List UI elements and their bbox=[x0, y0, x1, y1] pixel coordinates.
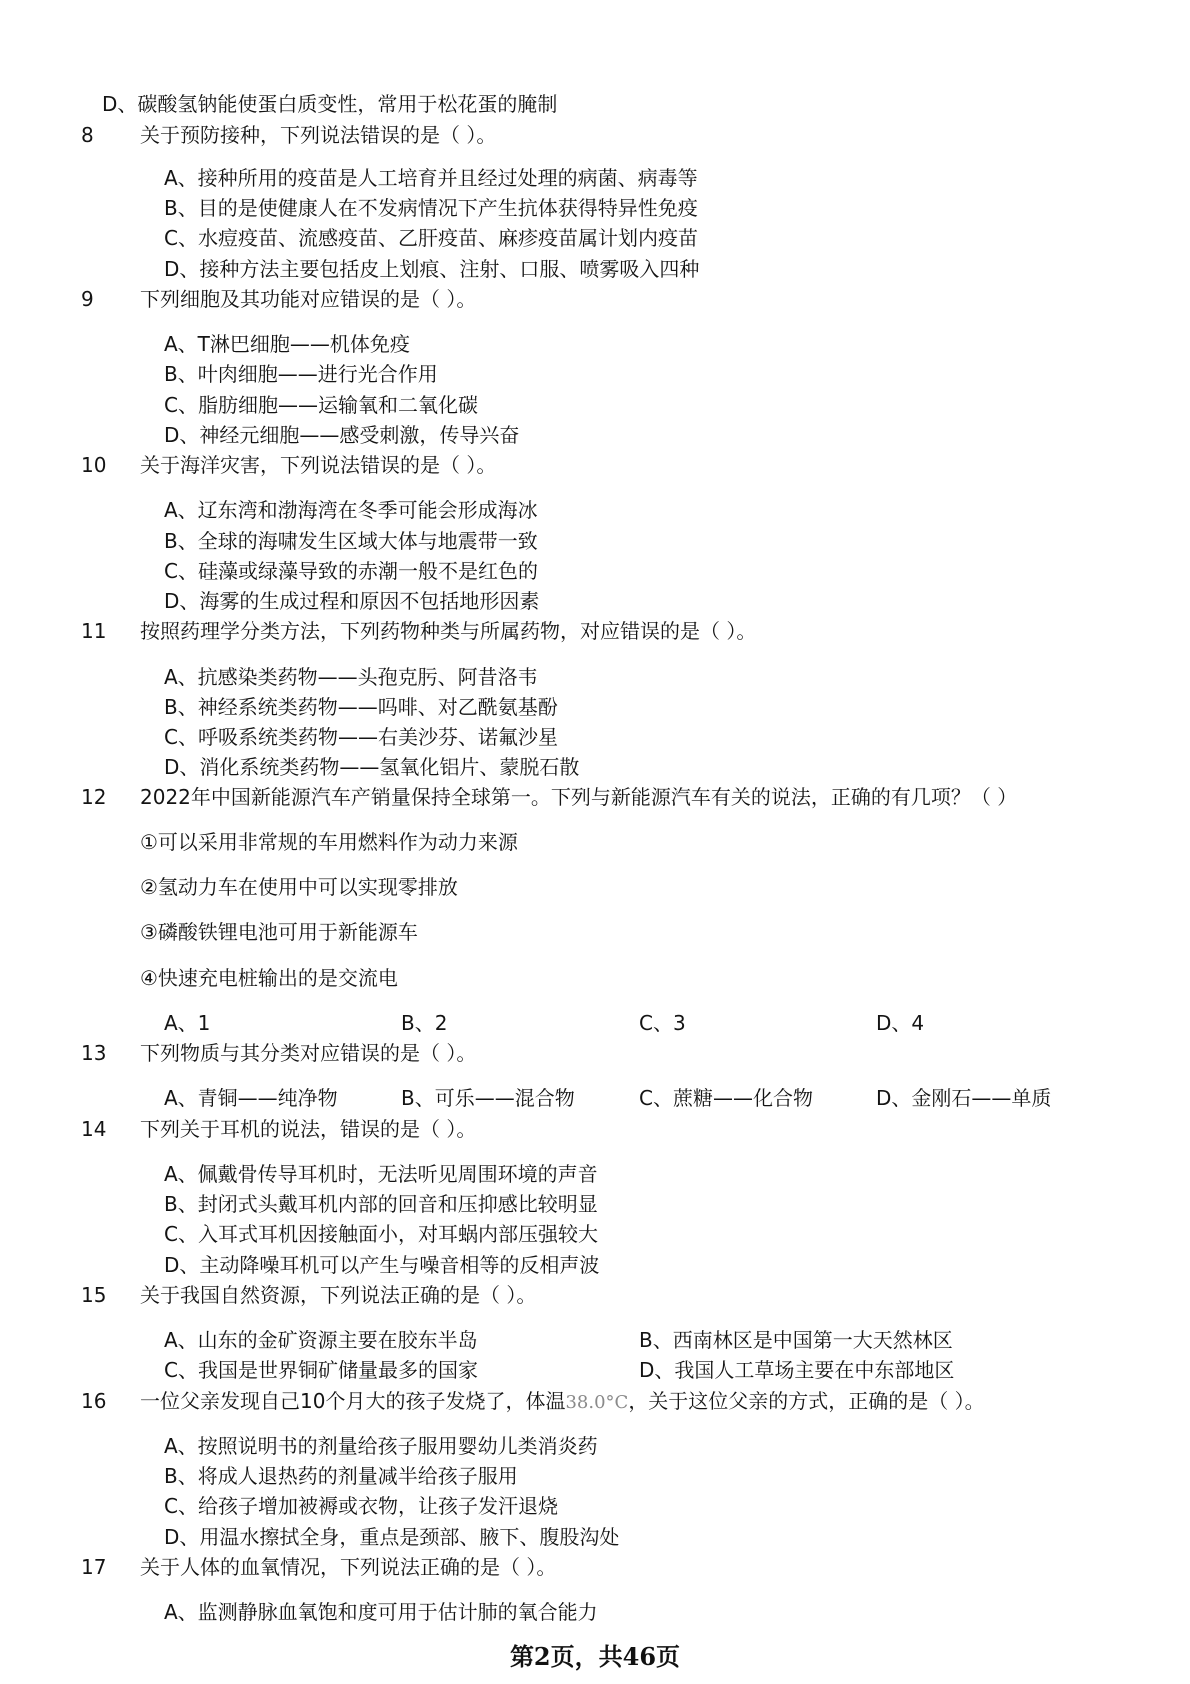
question-number: 11 bbox=[81, 619, 107, 643]
question-text: 关于我国自然资源，下列说法正确的是（ ）。 bbox=[140, 1283, 537, 1307]
question-number: 10 bbox=[81, 453, 107, 477]
question-number: 13 bbox=[81, 1041, 107, 1065]
option-d: D、接种方法主要包括皮上划痕、注射、口服、喷雾吸入四种 bbox=[164, 257, 700, 281]
option-d: D、用温水擦拭全身，重点是颈部、腋下、腹股沟处 bbox=[164, 1525, 620, 1549]
option-b: B、全球的海啸发生区域大体与地震带一致 bbox=[164, 529, 538, 553]
question-text: 按照药理学分类方法，下列药物种类与所属药物，对应错误的是（ ）。 bbox=[140, 619, 757, 643]
option-d: D、我国人工草场主要在中东部地区 bbox=[639, 1358, 955, 1382]
option-d: D、神经元细胞——感受刺激，传导兴奋 bbox=[164, 423, 520, 447]
question-number: 9 bbox=[81, 287, 94, 311]
question-text: 下列细胞及其功能对应错误的是（ ）。 bbox=[140, 287, 477, 311]
question-text: 下列关于耳机的说法，错误的是（ ）。 bbox=[140, 1117, 477, 1141]
option-a: A、佩戴骨传导耳机时，无法听见周围环境的声音 bbox=[164, 1162, 598, 1186]
option-c: C、蔗糖——化合物 bbox=[639, 1086, 813, 1110]
carryover-option: D、碳酸氢钠能使蛋白质变性，常用于松花蛋的腌制 bbox=[102, 92, 558, 116]
question-number: 12 bbox=[81, 785, 107, 809]
question-text: 关于海洋灾害，下列说法错误的是（ ）。 bbox=[140, 453, 497, 477]
option-a: A、山东的金矿资源主要在胶东半岛 bbox=[164, 1328, 478, 1352]
question-number: 16 bbox=[81, 1389, 107, 1413]
option-a: A、T淋巴细胞——机体免疫 bbox=[164, 332, 410, 356]
option-b: B、叶肉细胞——进行光合作用 bbox=[164, 362, 438, 386]
option-c: C、呼吸系统类药物——右美沙芬、诺氟沙星 bbox=[164, 725, 558, 749]
question-text: 2022年中国新能源汽车产销量保持全球第一。下列与新能源汽车有关的说法，正确的有几项？（ ） bbox=[140, 785, 1018, 809]
option-b: B、西南林区是中国第一大天然林区 bbox=[639, 1328, 953, 1352]
question-text-after: ，关于这位父亲的方式，正确的是（ ）。 bbox=[628, 1389, 985, 1413]
option-d: D、海雾的生成过程和原因不包括地形因素 bbox=[164, 589, 540, 613]
option-b: B、封闭式头戴耳机内部的回音和压抑感比较明显 bbox=[164, 1192, 598, 1216]
statement-1: ①可以采用非常规的车用燃料作为动力来源 bbox=[140, 830, 518, 854]
option-a: A、接种所用的疫苗是人工培育并且经过处理的病菌、病毒等 bbox=[164, 166, 698, 190]
option-a: A、监测静脉血氧饱和度可用于估计肺的氧合能力 bbox=[164, 1600, 598, 1624]
option-b: B、可乐——混合物 bbox=[401, 1086, 575, 1110]
question-text: 关于人体的血氧情况，下列说法正确的是（ ）。 bbox=[140, 1555, 557, 1579]
page-footer: 第2页，共46页 bbox=[509, 1642, 681, 1671]
option-b: B、神经系统类药物——吗啡、对乙酰氨基酚 bbox=[164, 695, 558, 719]
option-c: C、水痘疫苗、流感疫苗、乙肝疫苗、麻疹疫苗属计划内疫苗 bbox=[164, 226, 698, 250]
option-c: C、3 bbox=[639, 1011, 686, 1035]
temperature-value: 38.0°C bbox=[565, 1392, 629, 1413]
statement-3: ③磷酸铁锂电池可用于新能源车 bbox=[140, 920, 418, 944]
option-d: D、主动降噪耳机可以产生与噪音相等的反相声波 bbox=[164, 1253, 600, 1277]
option-a: A、青铜——纯净物 bbox=[164, 1086, 338, 1110]
option-d: D、金刚石——单质 bbox=[876, 1086, 1052, 1110]
question-number: 14 bbox=[81, 1117, 107, 1141]
option-a: A、抗感染类药物——头孢克肟、阿昔洛韦 bbox=[164, 665, 538, 689]
option-a: A、按照说明书的剂量给孩子服用婴幼儿类消炎药 bbox=[164, 1434, 598, 1458]
option-c: C、入耳式耳机因接触面小，对耳蜗内部压强较大 bbox=[164, 1222, 598, 1246]
question-text bbox=[140, 1389, 985, 1415]
option-d: D、消化系统类药物——氢氧化铝片、蒙脱石散 bbox=[164, 755, 580, 779]
question-text-before: 一位父亲发现自己10个月大的孩子发烧了，体温 bbox=[140, 1389, 566, 1413]
option-c: C、给孩子增加被褥或衣物，让孩子发汗退烧 bbox=[164, 1494, 558, 1518]
question-text: 下列物质与其分类对应错误的是（ ）。 bbox=[140, 1041, 477, 1065]
option-c: C、脂肪细胞——运输氧和二氧化碳 bbox=[164, 393, 478, 417]
option-c: C、硅藻或绿藻导致的赤潮一般不是红色的 bbox=[164, 559, 538, 583]
option-b: B、将成人退热药的剂量减半给孩子服用 bbox=[164, 1464, 518, 1488]
question-number: 8 bbox=[81, 123, 94, 147]
statement-4: ④快速充电桩输出的是交流电 bbox=[140, 966, 398, 990]
option-a: A、辽东湾和渤海湾在冬季可能会形成海冰 bbox=[164, 498, 538, 522]
question-text: 关于预防接种，下列说法错误的是（ ）。 bbox=[140, 123, 497, 147]
option-c: C、我国是世界铜矿储量最多的国家 bbox=[164, 1358, 478, 1382]
option-a: A、1 bbox=[164, 1011, 211, 1035]
option-d: D、4 bbox=[876, 1011, 925, 1035]
option-b: B、2 bbox=[401, 1011, 448, 1035]
question-number: 17 bbox=[81, 1555, 107, 1579]
statement-2: ②氢动力车在使用中可以实现零排放 bbox=[140, 875, 458, 899]
option-b: B、目的是使健康人在不发病情况下产生抗体获得特异性免疫 bbox=[164, 196, 698, 220]
question-number: 15 bbox=[81, 1283, 107, 1307]
